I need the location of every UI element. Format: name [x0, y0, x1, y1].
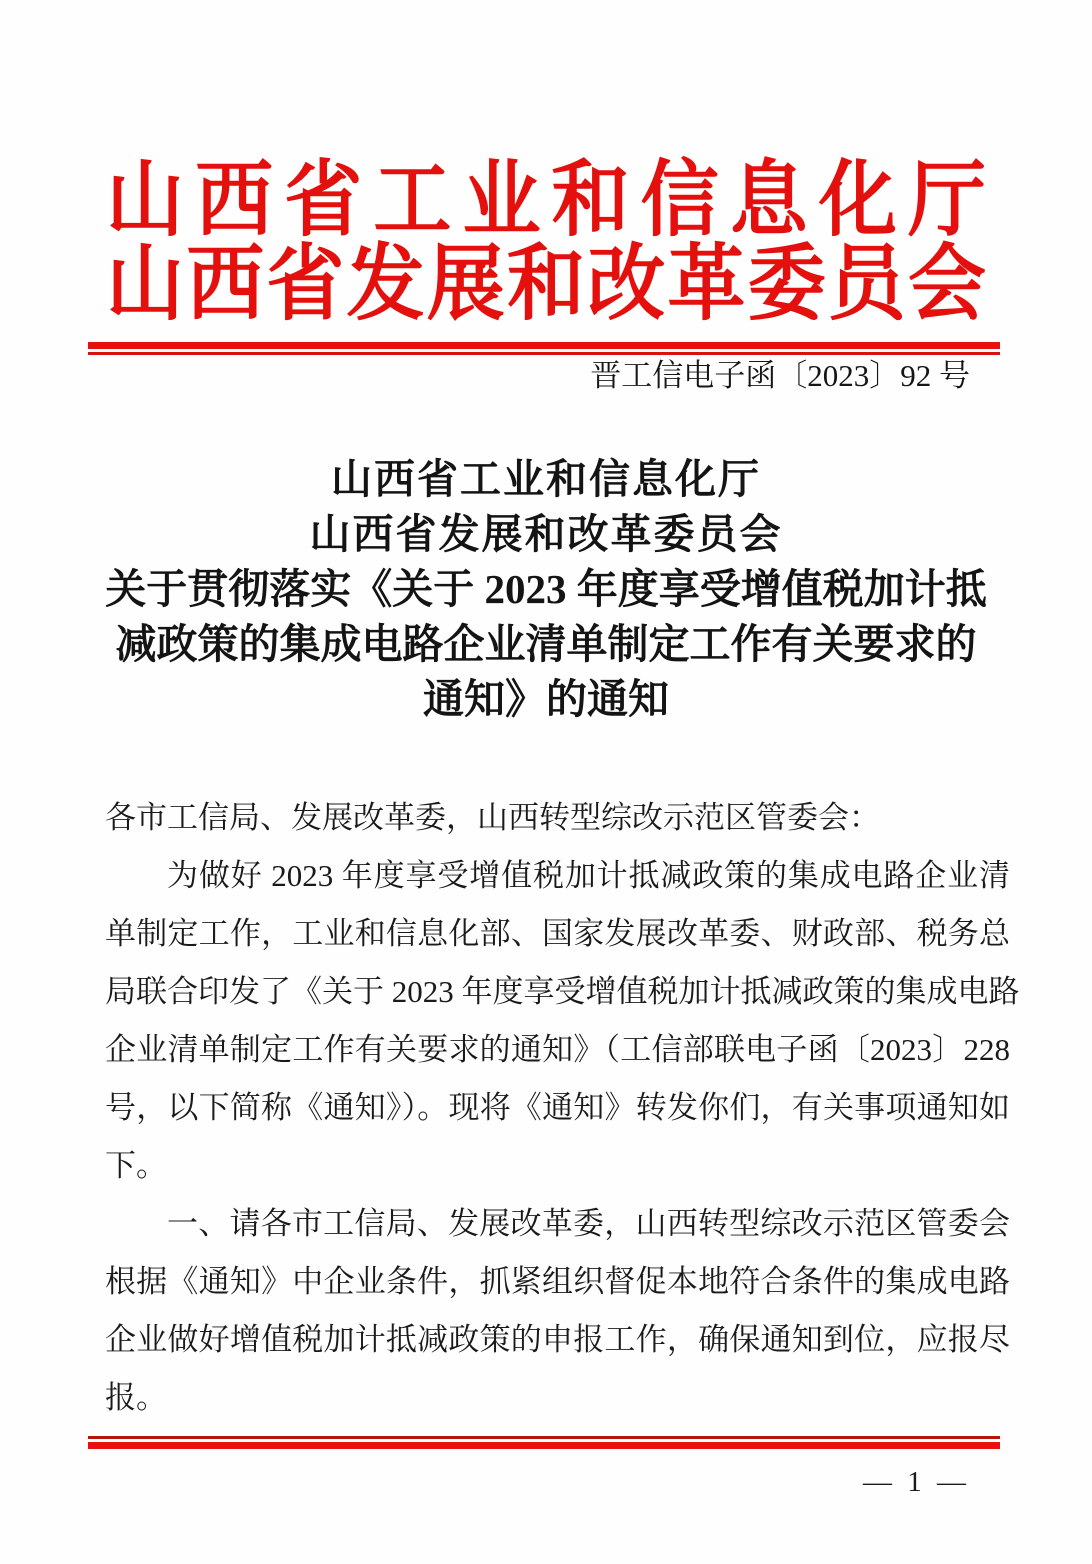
body-line-salutation: 各市工信局、发展改革委，山西转型综改示范区管委会： [105, 800, 880, 835]
body-line: 局联合印发了《关于 2023 年度享受增值税加计抵减政策的集成电路 [105, 974, 1020, 1009]
body-line: 企业做好增值税加计抵减政策的申报工作，确保通知到位，应报尽 [105, 1322, 1010, 1357]
title-line: 关于贯彻落实《关于 2023 年度享受增值税加计抵 [105, 566, 987, 612]
title-line: 减政策的集成电路企业清单制定工作有关要求的 [115, 621, 977, 667]
letterhead [106, 153, 986, 331]
divider-thin-line [88, 352, 1000, 355]
title-line: 山西省工业和信息化厅 [331, 456, 761, 502]
letterhead-org-line-1: 山西省工业和信息化厅 [106, 153, 986, 247]
body-line: 企业清单制定工作有关要求的通知》（工信部联电子函〔2023〕228 [105, 1032, 1010, 1067]
footer-thick-line [88, 1442, 1000, 1449]
page-number: — 1 — [863, 1466, 970, 1498]
divider-thick-line [88, 342, 1000, 349]
body-line: 报。 [105, 1380, 167, 1415]
body-line: 号，以下简称《通知》）。现将《通知》转发你们，有关事项通知如 [105, 1090, 1010, 1125]
body-line: 为做好 2023 年度享受增值税加计抵减政策的集成电路企业清 [167, 858, 1010, 893]
letterhead-divider [88, 342, 1000, 355]
document-number: 晋工信电子函〔2023〕92 号 [590, 358, 970, 393]
body-line: 单制定工作，工业和信息化部、国家发展改革委、财政部、税务总 [105, 916, 1010, 951]
body-line: 一、请各市工信局、发展改革委，山西转型综改示范区管委会 [167, 1206, 1010, 1241]
document-title [94, 452, 998, 727]
document-body [105, 789, 1020, 1427]
footer-divider [88, 1436, 1000, 1449]
body-line: 下。 [105, 1148, 167, 1183]
letterhead-org-line-2: 山西省发展和改革委员会 [106, 237, 986, 331]
title-line: 通知》的通知 [423, 676, 669, 722]
title-line: 山西省发展和改革委员会 [309, 511, 783, 557]
body-line: 根据《通知》中企业条件，抓紧组织督促本地符合条件的集成电路 [105, 1264, 1010, 1299]
